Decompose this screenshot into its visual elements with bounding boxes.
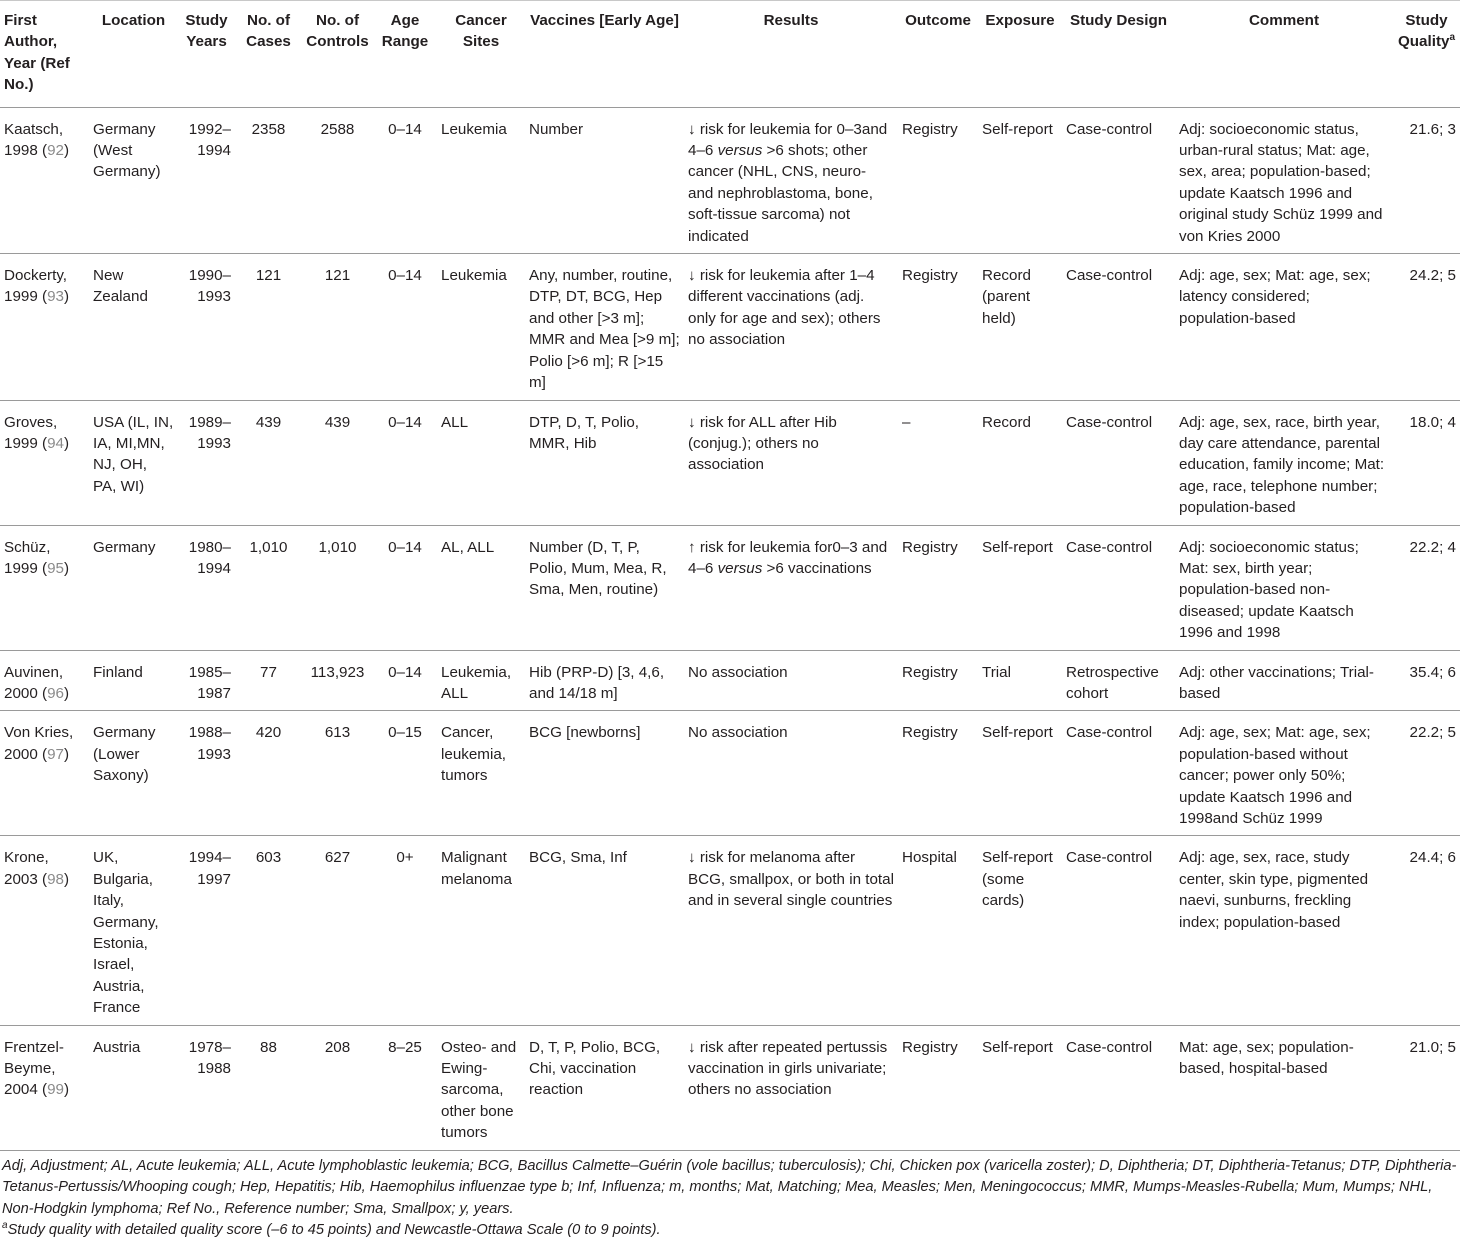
results-text: ↑ risk for leukemia for0–3 and 4–6	[688, 538, 888, 577]
table-row	[0, 254, 1460, 400]
outcome-cell: Hospital	[898, 836, 978, 1025]
author-close: )	[63, 1081, 70, 1099]
author-cell	[0, 107, 89, 253]
study-years-cell: 1988–1993	[178, 711, 235, 836]
results-cell	[684, 254, 898, 400]
age-range-cell: 0–14	[373, 400, 437, 525]
vaccines-cell: Number	[525, 107, 684, 253]
author-close: )	[63, 684, 70, 702]
reference-number: 96	[47, 684, 64, 702]
header-location: Location	[89, 1, 178, 108]
cancer-sites-cell: Leukemia, ALL	[437, 650, 525, 711]
study-quality-cell: 22.2; 4	[1393, 525, 1460, 650]
results-emphasis: versus	[717, 559, 763, 577]
author-close: )	[63, 288, 70, 306]
author-cell	[0, 836, 89, 1025]
cases-cell: 2358	[235, 107, 302, 253]
cancer-sites-cell: Leukemia	[437, 254, 525, 400]
study-design-cell: Case-control	[1062, 525, 1175, 650]
location-cell: Finland	[89, 650, 178, 711]
table-row	[0, 525, 1460, 650]
author-cell	[0, 525, 89, 650]
author-text: Krone, 2003 (	[4, 849, 49, 888]
results-text: ↓ risk after repeated pertussis vaccination in girls univariate; others no association	[688, 1038, 888, 1099]
comment-cell: Adj: other vaccinations; Trial-based	[1175, 650, 1393, 711]
study-design-cell: Retrospective cohort	[1062, 650, 1175, 711]
vaccines-cell: D, T, P, Polio, BCG, Chi, vaccination reaction	[525, 1025, 684, 1150]
table-row	[0, 711, 1460, 836]
author-text: Auvinen, 2000 (	[4, 663, 64, 702]
author-cell	[0, 1025, 89, 1150]
age-range-cell: 0+	[373, 836, 437, 1025]
exposure-cell: Self-report	[978, 525, 1062, 650]
author-text: Frentzel-Beyme, 2004 (	[4, 1038, 64, 1099]
study-design-cell: Case-control	[1062, 836, 1175, 1025]
study-years-cell: 1985–1987	[178, 650, 235, 711]
study-design-cell: Case-control	[1062, 711, 1175, 836]
header-exposure: Exposure	[978, 1, 1062, 108]
table-row	[0, 1025, 1460, 1150]
author-close: )	[63, 870, 70, 888]
cancer-sites-cell: Malignant melanoma	[437, 836, 525, 1025]
location-cell: Germany (Lower Saxony)	[89, 711, 178, 836]
comment-cell: Adj: socioeconomic status; Mat: sex, birth year; population-based non-diseased; update Kaatsch 1996 and 1998	[1175, 525, 1393, 650]
location-cell: Austria	[89, 1025, 178, 1150]
header-row	[0, 1, 1460, 108]
exposure-cell: Record (parent held)	[978, 254, 1062, 400]
reference-number: 97	[47, 745, 64, 763]
comment-cell: Adj: age, sex; Mat: age, sex; population-based without cancer; power only 50%; update Kaatsch 1996 and 1998and Schüz 1999	[1175, 711, 1393, 836]
header-author: First Author, Year (Ref No.)	[0, 1, 89, 108]
study-years-cell: 1990–1993	[178, 254, 235, 400]
author-text: Groves, 1999 (	[4, 413, 58, 452]
reference-number: 98	[47, 870, 64, 888]
exposure-cell: Self-report (some cards)	[978, 836, 1062, 1025]
abbreviations-note: Adj, Adjustment; AL, Acute leukemia; ALL, Acute lymphoblastic leukemia; BCG, Bacillus Calmette–Guérin (vole bacillus; tuberculosis); Chi, Chicken pox (varicella zoster); D, Diphtheria; DT, Diphtheria-Tetanus; DTP, Diphtheria-Tetanus-Pertussis/Whooping cough; Hep, Hepatitis; Hib, Haemophilus influenzae type b; Inf, Influenza; m, months; Mat, Matching; Mea, Measles; Men, Meningococcus; MMR, Mumps-Measles-Rubella; Mum, Mumps; NHL, Non-Hodgkin lymphoma; Ref No., Reference number; Sma, Smallpox; y, years.	[2, 1157, 1457, 1217]
header-cancer-sites: Cancer Sites	[437, 1, 525, 108]
study-years-cell: 1978–1988	[178, 1025, 235, 1150]
controls-cell: 2588	[302, 107, 373, 253]
reference-number: 99	[47, 1081, 64, 1099]
location-cell: Germany (West Germany)	[89, 107, 178, 253]
author-text: Dockerty, 1999 (	[4, 267, 68, 306]
header-study-quality	[1393, 1, 1460, 108]
header-cases: No. of Cases	[235, 1, 302, 108]
exposure-cell: Self-report	[978, 1025, 1062, 1150]
results-text: ↓ risk for leukemia for 0–3and 4–6	[688, 120, 888, 160]
cases-cell: 1,010	[235, 525, 302, 650]
results-text: ↓ risk for melanoma after BCG, smallpox, or both in total and in several single countries	[688, 849, 894, 910]
results-text-tail: >6 shots; other cancer (NHL, CNS, neuro- and nephroblastoma, bone, soft-tissue sarcoma) not indicated	[688, 142, 873, 245]
cases-cell: 439	[235, 400, 302, 525]
header-comment: Comment	[1175, 1, 1393, 108]
results-cell	[684, 400, 898, 525]
table-row	[0, 836, 1460, 1025]
reference-number: 93	[47, 288, 64, 306]
location-cell: Germany	[89, 525, 178, 650]
vaccines-cell: BCG [newborns]	[525, 711, 684, 836]
author-text: Schüz, 1999 (	[4, 538, 51, 577]
exposure-cell: Self-report	[978, 711, 1062, 836]
author-text: Kaatsch, 1998 (	[4, 120, 64, 160]
results-cell	[684, 836, 898, 1025]
cancer-sites-cell: Leukemia	[437, 107, 525, 253]
quality-note-text: Study quality with detailed quality score (–6 to 45 points) and Newcastle-Ottawa Scale (0 to 9 points).	[7, 1221, 661, 1238]
reference-number: 95	[47, 559, 64, 577]
results-cell	[684, 107, 898, 253]
outcome-cell: –	[898, 400, 978, 525]
author-close: )	[63, 434, 70, 452]
cancer-sites-cell: AL, ALL	[437, 525, 525, 650]
author-cell	[0, 711, 89, 836]
study-quality-cell: 24.2; 5	[1393, 254, 1460, 400]
table-body	[0, 107, 1460, 1150]
cases-cell: 77	[235, 650, 302, 711]
study-design-cell: Case-control	[1062, 254, 1175, 400]
comment-cell: Adj: age, sex, race, birth year, day care attendance, parental education, family income; Mat: age, race, telephone number; population-based	[1175, 400, 1393, 525]
author-cell	[0, 400, 89, 525]
exposure-cell: Trial	[978, 650, 1062, 711]
author-cell	[0, 254, 89, 400]
location-cell: New Zealand	[89, 254, 178, 400]
location-cell: UK, Bulgaria, Italy, Germany, Estonia, Israel, Austria, France	[89, 836, 178, 1025]
header-vaccines: Vaccines [Early Age]	[525, 1, 684, 108]
age-range-cell: 0–14	[373, 650, 437, 711]
results-emphasis: versus	[717, 142, 763, 160]
header-results: Results	[684, 1, 898, 108]
table-footnote	[0, 1151, 1460, 1241]
header-controls: No. of Controls	[302, 1, 373, 108]
author-close: )	[63, 142, 70, 160]
header-outcome: Outcome	[898, 1, 978, 108]
header-study-design: Study Design	[1062, 1, 1175, 108]
vaccines-cell: Any, number, routine, DTP, DT, BCG, Hep and other [>3 m]; MMR and Mea [>9 m]; Polio [>6 m]; R [>15 m]	[525, 254, 684, 400]
vaccines-cell: Number (D, T, P, Polio, Mum, Mea, R, Sma, Men, routine)	[525, 525, 684, 650]
header-age-range: Age Range	[373, 1, 437, 108]
study-quality-cell: 35.4; 6	[1393, 650, 1460, 711]
study-years-cell: 1992–1994	[178, 107, 235, 253]
controls-cell: 1,010	[302, 525, 373, 650]
footnote-marker: a	[1449, 32, 1456, 44]
quality-note	[2, 1220, 1458, 1241]
controls-cell: 121	[302, 254, 373, 400]
cases-cell: 420	[235, 711, 302, 836]
header-study-quality-label: Study Quality	[1397, 12, 1450, 51]
study-quality-cell: 21.6; 3	[1393, 107, 1460, 253]
controls-cell: 208	[302, 1025, 373, 1150]
cases-cell: 603	[235, 836, 302, 1025]
comment-cell: Adj: socioeconomic status, urban-rural status; Mat: age, sex, area; population-based; update Kaatsch 1996 and original study Schüz 1999 and von Kries 2000	[1175, 107, 1393, 253]
study-quality-cell: 21.0; 5	[1393, 1025, 1460, 1150]
reference-number: 94	[47, 434, 64, 452]
results-cell	[684, 1025, 898, 1150]
outcome-cell: Registry	[898, 650, 978, 711]
author-cell	[0, 650, 89, 711]
author-close: )	[63, 559, 70, 577]
study-years-cell: 1994–1997	[178, 836, 235, 1025]
exposure-cell: Record	[978, 400, 1062, 525]
controls-cell: 627	[302, 836, 373, 1025]
study-design-cell: Case-control	[1062, 107, 1175, 253]
results-text: ↓ risk for leukemia after 1–4 different vaccinations (adj. only for age and sex); others no association	[688, 267, 881, 349]
location-cell: USA (IL, IN, IA, MI,MN, NJ, OH, PA, WI)	[89, 400, 178, 525]
controls-cell: 113,923	[302, 650, 373, 711]
study-quality-cell: 22.2; 5	[1393, 711, 1460, 836]
outcome-cell: Registry	[898, 107, 978, 253]
age-range-cell: 0–14	[373, 254, 437, 400]
results-cell	[684, 650, 898, 711]
outcome-cell: Registry	[898, 525, 978, 650]
table-row	[0, 400, 1460, 525]
results-cell	[684, 525, 898, 650]
results-cell	[684, 711, 898, 836]
study-design-cell: Case-control	[1062, 1025, 1175, 1150]
results-text-tail: >6 vaccinations	[762, 559, 872, 577]
cases-cell: 88	[235, 1025, 302, 1150]
cases-cell: 121	[235, 254, 302, 400]
results-text: ↓ risk for ALL after Hib (conjug.); others no association	[688, 413, 837, 474]
exposure-cell: Self-report	[978, 107, 1062, 253]
comment-cell: Adj: age, sex; Mat: age, sex; latency considered; population-based	[1175, 254, 1393, 400]
study-years-cell: 1980–1994	[178, 525, 235, 650]
author-text: Von Kries, 2000 (	[4, 724, 74, 763]
author-close: )	[63, 745, 70, 763]
table-row	[0, 107, 1460, 253]
comment-cell: Mat: age, sex; population-based, hospital-based	[1175, 1025, 1393, 1150]
results-text: No association	[688, 663, 788, 681]
results-text: No association	[688, 724, 788, 742]
comment-cell: Adj: age, sex, race, study center, skin type, pigmented naevi, sunburns, freckling index; population-based	[1175, 836, 1393, 1025]
study-design-cell: Case-control	[1062, 400, 1175, 525]
age-range-cell: 0–14	[373, 107, 437, 253]
cancer-sites-cell: Osteo- and Ewing-sarcoma, other bone tumors	[437, 1025, 525, 1150]
cancer-sites-cell: ALL	[437, 400, 525, 525]
study-quality-cell: 24.4; 6	[1393, 836, 1460, 1025]
vaccines-cell: DTP, D, T, Polio, MMR, Hib	[525, 400, 684, 525]
outcome-cell: Registry	[898, 254, 978, 400]
age-range-cell: 8–25	[373, 1025, 437, 1150]
controls-cell: 613	[302, 711, 373, 836]
table-row	[0, 650, 1460, 711]
cancer-sites-cell: Cancer, leukemia, tumors	[437, 711, 525, 836]
outcome-cell: Registry	[898, 1025, 978, 1150]
vaccines-cell: BCG, Sma, Inf	[525, 836, 684, 1025]
controls-cell: 439	[302, 400, 373, 525]
study-quality-cell: 18.0; 4	[1393, 400, 1460, 525]
age-range-cell: 0–14	[373, 525, 437, 650]
quality-note-marker: a	[2, 1220, 8, 1232]
vaccines-cell: Hib (PRP-D) [3, 4,6, and 14/18 m]	[525, 650, 684, 711]
study-years-cell: 1989–1993	[178, 400, 235, 525]
reference-number: 92	[47, 142, 64, 160]
header-study-years: Study Years	[178, 1, 235, 108]
age-range-cell: 0–15	[373, 711, 437, 836]
outcome-cell: Registry	[898, 711, 978, 836]
